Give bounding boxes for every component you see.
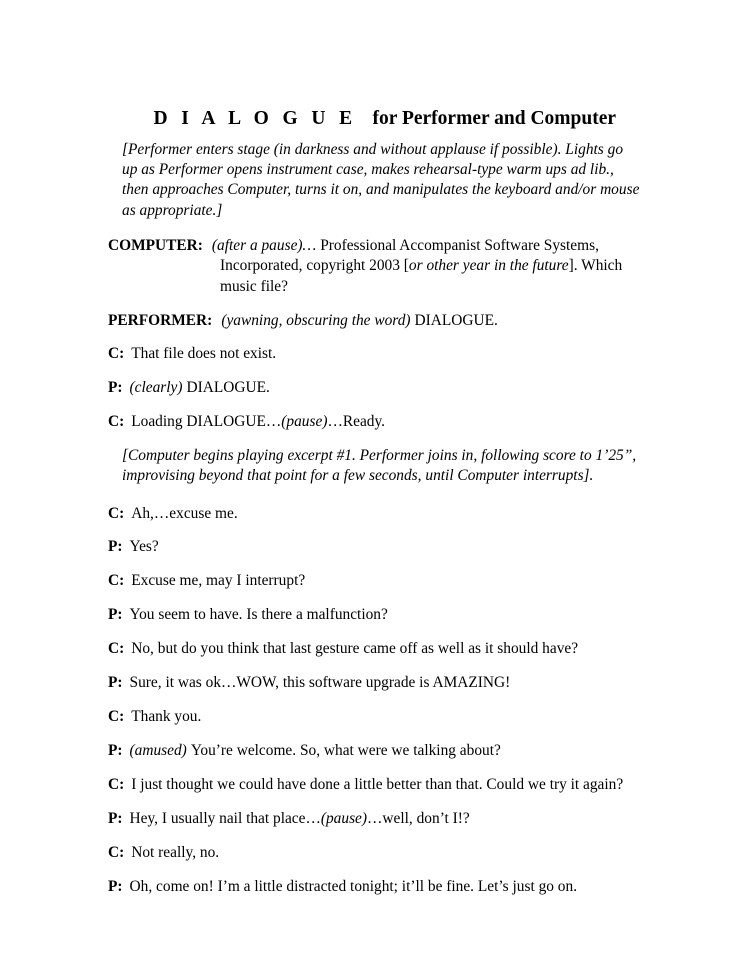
speech-text: You’re welcome. So, what were we talking about?: [190, 741, 501, 759]
speaker-label: C:: [108, 413, 125, 431]
speaker-label: P:: [108, 741, 123, 759]
speaker-label-performer: PERFORMER:: [108, 311, 213, 329]
speaker-label: P:: [108, 674, 123, 692]
speech-text-after: …well, don’t I!?: [367, 809, 470, 827]
speaker-label: P:: [108, 379, 123, 397]
speech-line: [108, 707, 640, 727]
speech-text: You seem to have. Is there a malfunction?: [129, 606, 388, 624]
speech-line: [108, 673, 640, 693]
speech-line: [108, 571, 640, 591]
speech-text: Not really, no.: [131, 843, 220, 861]
speech-text: I just thought we could have done a little better than that. Could we try it again?: [131, 775, 624, 793]
speech-text: Thank you.: [131, 708, 202, 725]
speech-line: [108, 537, 640, 557]
parenthetical-amused: (amused): [129, 741, 187, 759]
speaker-label: P:: [108, 538, 123, 556]
speech-line: [108, 741, 640, 761]
speech-text: No, but do you think that last gesture came off as well as it should have?: [131, 640, 579, 658]
speech-line: [108, 809, 640, 829]
speech-line: [108, 843, 640, 863]
speaker-label: C:: [108, 775, 125, 793]
year-note-italic: or other year in the future: [408, 257, 569, 275]
speaker-label: P:: [108, 606, 123, 624]
speaker-label: P:: [108, 809, 123, 827]
speaker-label: C:: [108, 708, 125, 725]
inline-parenthetical-pause: (pause): [320, 809, 368, 827]
speech-line: [108, 775, 640, 795]
ellipsis-glyph: …: [302, 236, 317, 254]
speech-text: Loading DIALOGUE…: [131, 413, 282, 431]
speech-text: Oh, come on! I’m a little distracted tonight; it’ll be fine. Let’s just go on.: [129, 877, 578, 895]
computer-opening-line-1: Professional Accompanist Software Systems,: [320, 236, 599, 254]
copyright-text: Incorporated, copyright 2003 [: [220, 257, 409, 275]
stage-direction-opening: [Performer enters stage (in darkness and without applause if possible). Lights go up as Performer opens instrument case, makes rehearsal-type warm ups ad lib., then approaches Computer, turns it on, and manipulates the keyboard and/or mouse as appropriate.]: [122, 141, 640, 219]
inline-parenthetical-pause: (pause): [281, 413, 328, 431]
speaker-label: C:: [108, 572, 125, 590]
speech-performer-opening: [108, 311, 640, 331]
speech-line: [108, 504, 640, 524]
computer-opening-line-2: [164, 256, 640, 297]
speech-text-after: …Ready.: [327, 413, 386, 431]
speech-text: Hey, I usually nail that place…: [129, 809, 321, 827]
parenthetical-clearly: (clearly): [129, 379, 183, 397]
speech-text: Yes?: [129, 538, 159, 556]
speech-computer-opening: [108, 236, 640, 297]
speaker-label: C:: [108, 640, 125, 658]
speech-line: [108, 639, 640, 659]
speech-line: [108, 378, 640, 398]
speech-text: Excuse me, may I interrupt?: [131, 572, 306, 590]
speaker-label: C:: [108, 843, 125, 861]
speaker-label: P:: [108, 877, 123, 895]
title-dialogue-word: D I A L O G U E: [153, 108, 357, 130]
stage-direction-excerpt: [Computer begins playing excerpt #1. Performer joins in, following score to 1’25”, improvising beyond that point for a few seconds, until Computer interrupts].: [122, 447, 637, 485]
speaker-label: C:: [108, 504, 125, 522]
performer-opening-text: DIALOGUE.: [414, 311, 498, 329]
speech-text: Ah,…excuse me.: [131, 504, 238, 522]
speech-line: [108, 412, 640, 432]
title-subtitle: for Performer and Computer: [372, 108, 617, 130]
speech-text: DIALOGUE.: [186, 379, 270, 397]
parenthetical-after-a-pause: (after a pause): [211, 236, 303, 254]
speech-line: [108, 877, 640, 897]
speech-line: [108, 605, 640, 625]
speaker-label-computer: COMPUTER:: [108, 236, 203, 254]
script-body: [108, 140, 640, 910]
parenthetical-yawning: (yawning, obscuring the word): [221, 311, 411, 329]
speech-line: [108, 344, 640, 364]
speech-text: That file does not exist.: [131, 345, 277, 363]
speech-text: Sure, it was ok…WOW, this software upgrade is AMAZING!: [129, 674, 511, 692]
which-music-file-text: ]. Which music file?: [220, 257, 623, 295]
speaker-label: C:: [108, 345, 125, 363]
